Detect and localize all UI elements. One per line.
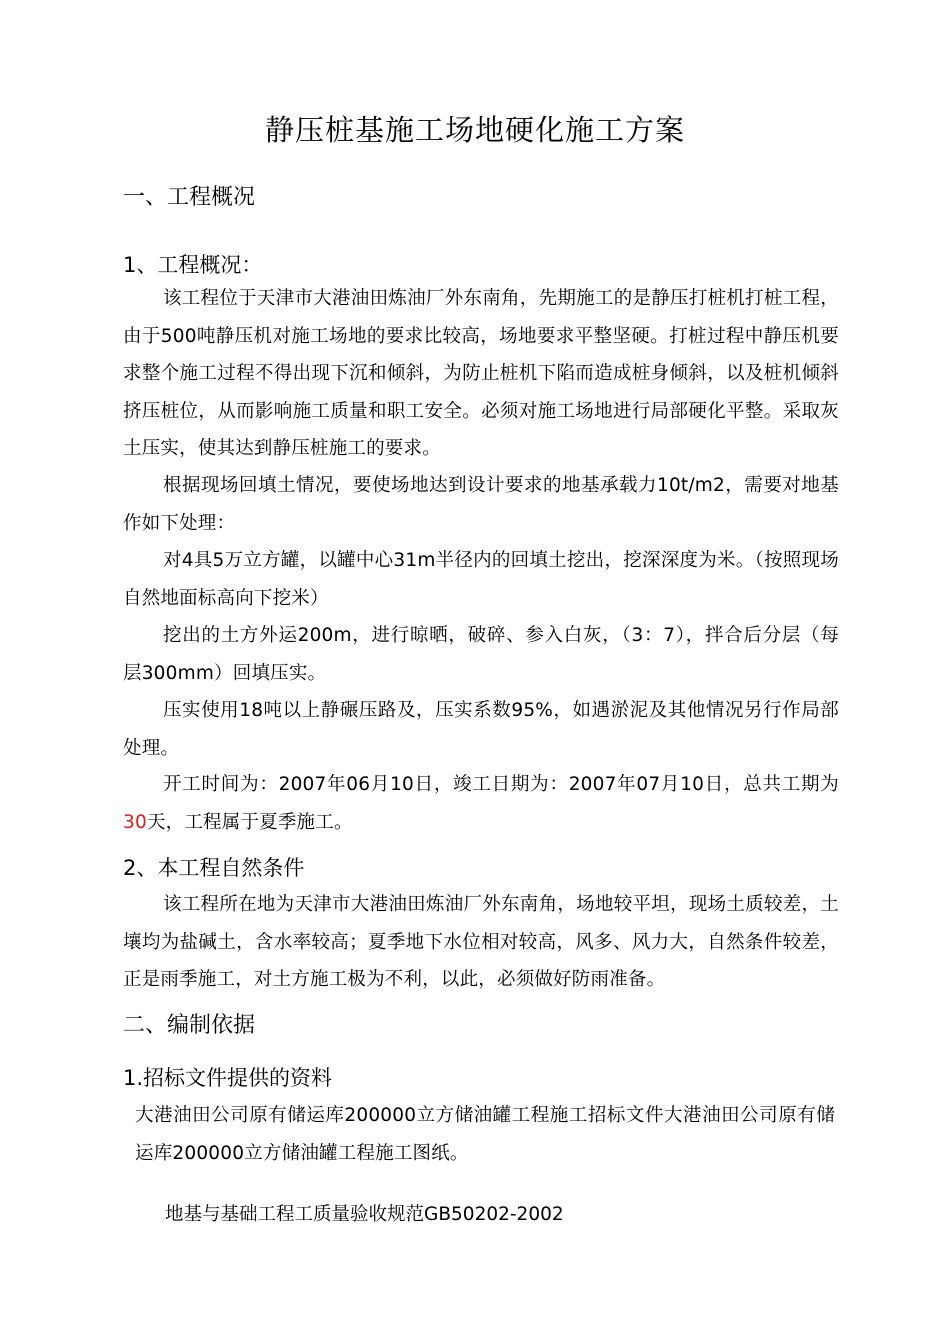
overview-paragraph-1: 该工程位于天津市大港油田炼油厂外东南角，先期施工的是静压打桩机打桩工程，由于500吨静压机对施工场地的要求比较高，场地要求平整坚硬。打桩过程中静压机要求整个施工过程不得出现下沉和倾斜，为防止桩机下陷而造成桩身倾斜，以及桩机倾斜挤压桩位，从而影响施工质量和职工安全。必须对施工场地进行局部硬化平整。采取灰土压实，使其达到静压桩施工的要求。 <box>123 288 839 459</box>
overview-paragraph-3: 对4具5万立方罐，以罐中心31m半径内的回填土挖出，挖深深度为米。（按照现场自然地面标高向下挖米） <box>123 550 839 609</box>
tender-documents-paragraph: 大港油田公司原有储运库200000立方储油罐工程施工招标文件大港油田公司原有储运库200000立方储油罐工程施工图纸。 <box>135 1105 835 1164</box>
schedule-text-after: 天，工程属于夏季施工。 <box>146 811 353 833</box>
schedule-paragraph <box>123 766 839 841</box>
duration-days-highlight: 30 <box>123 811 147 833</box>
natural-conditions-paragraph: 该工程所在地为天津市大港油田炼油厂外东南角，场地较平坦，现场土质较差，土壤均为盐碱土，含水率较高；夏季地下水位相对较高，风多、风力大，自然条件较差，正是雨季施工，对土方施工极为不利，以此，必须做好防雨准备。 <box>123 894 839 990</box>
document-title: 静压桩基施工场地硬化施工方案 <box>264 113 685 147</box>
subsection-heading-overview: 1、工程概况： <box>123 253 263 277</box>
section-heading-overview: 一、工程概况 <box>123 185 256 210</box>
standard-reference-line: 地基与基础工程工质量验收规范GB50202-2002 <box>165 1204 564 1225</box>
overview-paragraph-4: 挖出的土方外运200m，进行晾晒，破碎、参入白灰，（3：7），拌合后分层（每层300mm）回填压实。 <box>123 625 839 684</box>
subsection-heading-natural-conditions: 2、本工程自然条件 <box>123 856 305 880</box>
overview-paragraph-5: 压实使用18吨以上静碾压路及，压实系数95%，如遇淤泥及其他情况另行作局部处理。 <box>123 700 839 759</box>
section-heading-basis: 二、编制依据 <box>123 1013 256 1038</box>
overview-paragraph-2: 根据现场回填土情况，要使场地达到设计要求的地基承载力10t/m2，需要对地基作如下处理： <box>123 475 839 534</box>
schedule-text-before: 开工时间为：2007年06月10日，竣工日期为：2007年07月10日，总共工期为 <box>163 774 839 795</box>
subsection-heading-tender-documents: 1.招标文件提供的资料 <box>123 1066 333 1090</box>
